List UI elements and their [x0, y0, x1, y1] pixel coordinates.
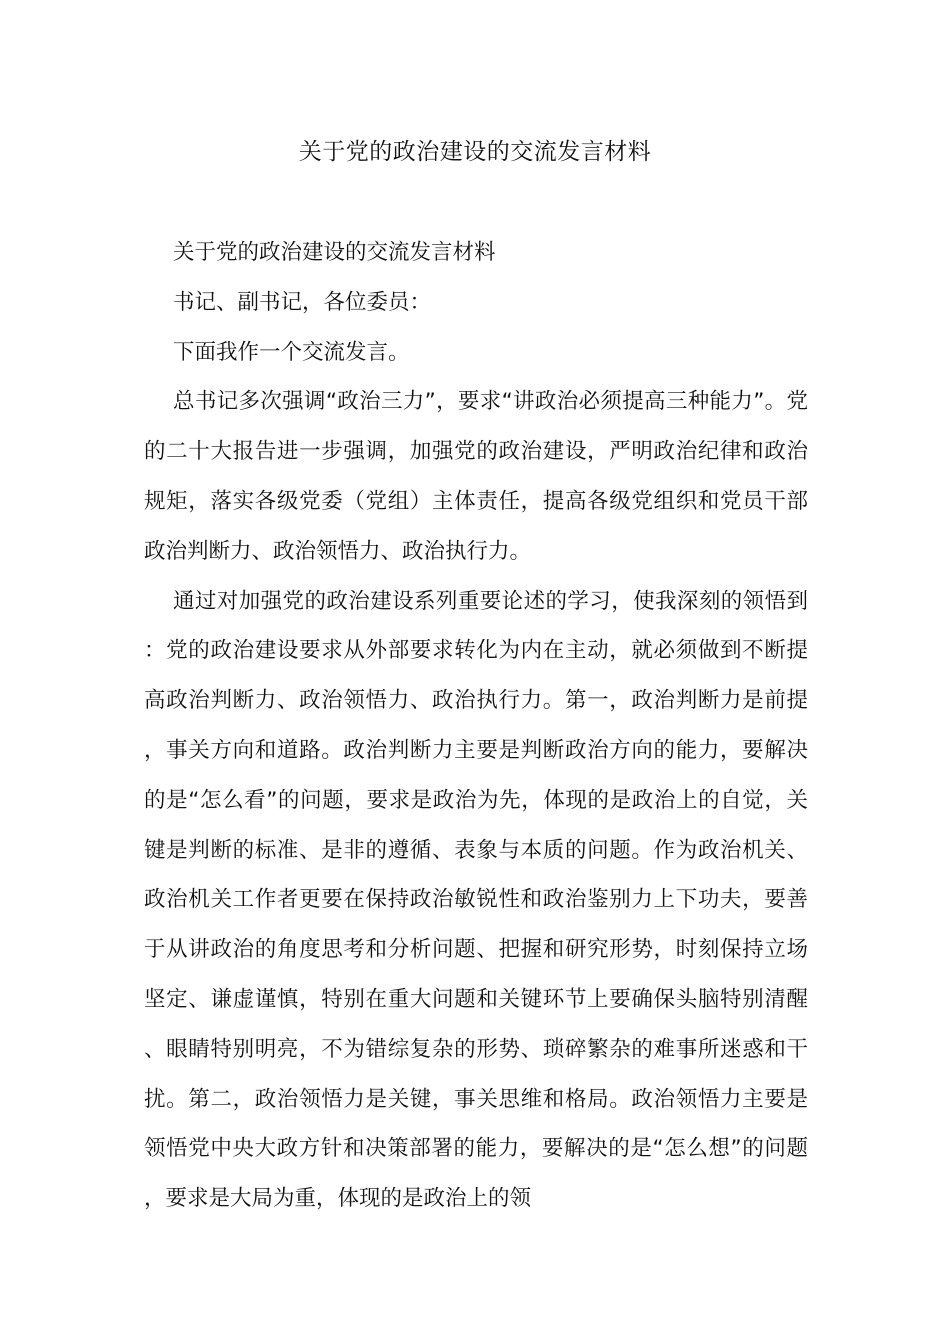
paragraph-body: 总书记多次强调“政治三力”，要求“讲政治必须提高三种能力”。党的二十大报告进一步强调，加强党的政治建设，严明政治纪律和政治规矩，落实各级党委（党组）主体责任，提高各级党组织和党员干部政治判断力、政治领悟力、政治执行力。	[144, 389, 808, 564]
paragraph-body: 通过对加强党的政治建设系列重要论述的学习，使我深刻的领悟到：党的政治建设要求从外部要求转化为内在主动，就必须做到不断提高政治判断力、政治领悟力、政治执行力。第一，政治判断力是前提，事关方向和道路。政治判断力主要是判断政治方向的能力，要解决的是“怎么看”的问题，要求是政治为先，体现的是政治上的自觉，关键是判断的标准、是非的遵循、表象与本质的问题。作为政治机关、政治机关工作者更要在保持政治敏锐性和政治鉴别力上下功夫，要善于从讲政治的角度思考和分析问题、把握和研究形势，时刻保持立场坚定、谦虚谨慎，特别在重大问题和关键环节上要确保头脑特别清醒、眼睛特别明亮，不为错综复杂的形势、琐碎繁杂的难事所迷惑和干扰。第二，政治领悟力是关键，事关思维和格局。政治领悟力主要是领悟党中央大政方针和决策部署的能力，要解决的是“怎么想”的问题，要求是大局为重，体现的是政治上的领	[144, 588, 808, 1212]
paragraph-salutation: 书记、副书记，各位委员：	[173, 289, 432, 315]
document-body	[144, 228, 808, 1224]
paragraph-intro: 下面我作一个交流发言。	[173, 339, 410, 365]
paragraph-subtitle: 关于党的政治建设的交流发言材料	[173, 240, 496, 265]
document-title: 关于党的政治建设的交流发言材料	[298, 139, 652, 165]
